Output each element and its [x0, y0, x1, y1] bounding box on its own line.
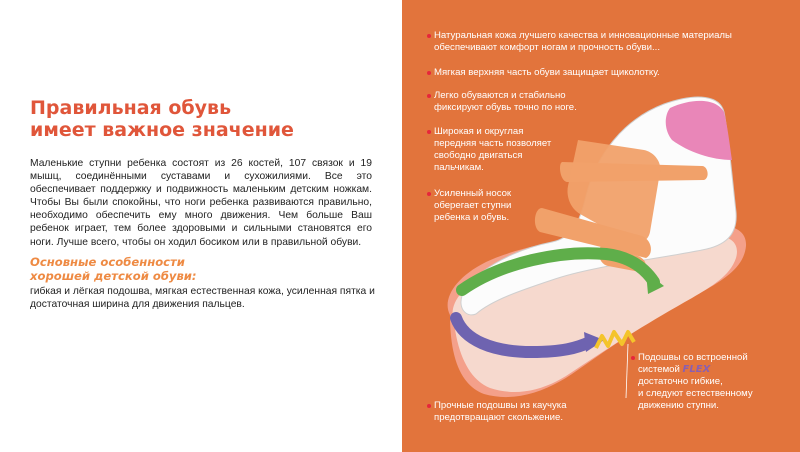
features-heading-line-2: хорошей детской обуви: [30, 269, 197, 283]
title-line-2: имеет важное значение [30, 119, 294, 141]
note-leather: Натуральная кожа лучшего качества и инновационные материалы обеспечивают комфорт ногам и прочность обуви... [434, 30, 732, 54]
bullet-icon [427, 94, 431, 98]
features-heading-line-1: Основные особенности [30, 255, 185, 269]
bullet-icon [427, 192, 431, 196]
intro-paragraph: Маленькие ступни ребенка состоят из 26 костей, 107 связок и 19 мышц, соединёнными суставами и сухожилиями. Все это обеспечивает поддержку и подвижность маленьким детским ножкам. Чтобы Вы были спокойны, что ноги ребенка развиваются правильно, необходимо обеспечить ему много движения. Чем больше Ваш ребенок играет, тем более здоровыми и сильными становятся его ноги. Лучше всего, чтобы он ходил босиком или в правильной обуви. [30, 158, 372, 248]
note-toe: Усиленный носок оберегает ступни ребенка и обувь. [434, 188, 511, 224]
bullet-icon [427, 130, 431, 134]
bullet-icon [427, 404, 431, 408]
features-heading [30, 255, 197, 283]
features-text: гибкая и лёгкая подошва, мягкая естественная кожа, усиленная пятка и достаточная ширина для движения пальцев. [30, 286, 375, 311]
bullet-icon [427, 34, 431, 38]
bullet-icon [631, 356, 635, 360]
page-title [30, 97, 294, 141]
note-fastening: Легко обуваются и стабильно фиксируют обувь точно по ноге. [434, 90, 577, 114]
note-flex-sole: Подошвы со встроенной системой FLEX достаточно гибкие, и следуют естественному движению ступни. [638, 352, 753, 412]
shoe-infographic [402, 0, 800, 452]
title-line-1: Правильная обувь [30, 97, 232, 119]
bullet-icon [427, 71, 431, 75]
leader-line [626, 344, 628, 398]
note-rubber-sole: Прочные подошвы из каучука предотвращают скольжение. [434, 400, 567, 424]
flex-logo: FLEX [682, 364, 711, 375]
note-front: Широкая и округлая передняя часть позволяет свободно двигаться пальчикам. [434, 126, 551, 174]
note-ankle: Мягкая верхняя часть обуви защищает щиколотку. [434, 67, 660, 79]
